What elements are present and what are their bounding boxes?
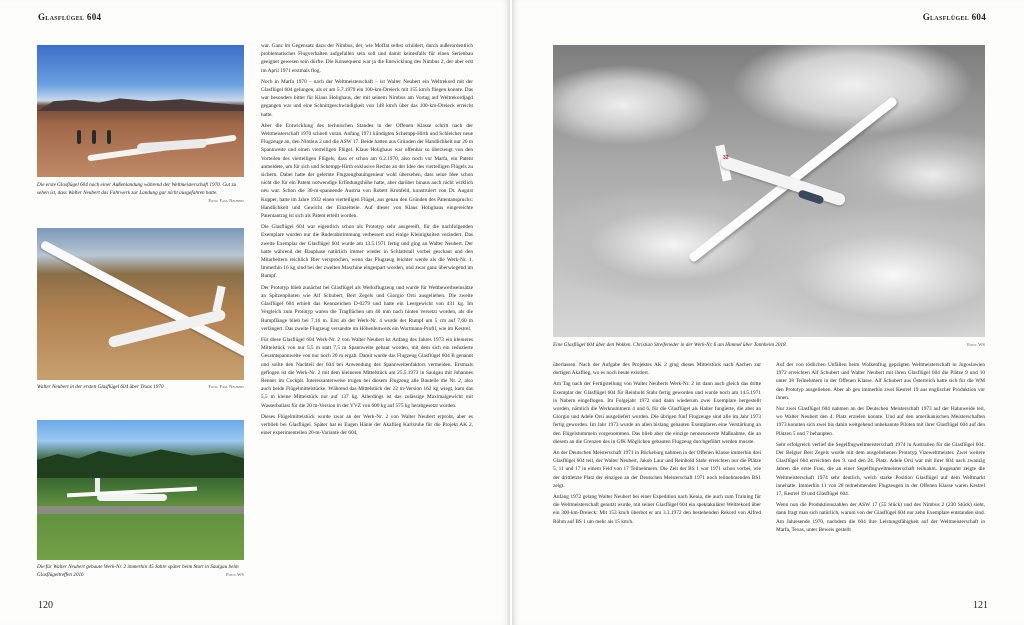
paragraph: Auf der von tödlichen Unfällen beim Wolkenflug geprägten Weltmeisterschaft in Jugoslawien 1972 erreichten Alf Schubert und Walter Neubert mit ihren Glasflügel 604 die Plätze 9 und 10 unter 38 Teilnehmern in der Offenen Klasse. Alf Schubert aus Österreich hatte sich für die WM den Prototyp ausgeliehen. Aber ab gen immerhin zwei Kestrel 19 aus englischer Produktion vor ihnen. <box>776 362 985 401</box>
paragraph: Aber die Entwicklung des technischen Standes in der Offenen Klasse schritt nach der Weltmeisterschaft 1970 schnell voran. Anfang 1971 kündigten Schempp-Hirth und Schleicher neue Flugzeuge an, den Nimbus 2 und die ASW 17. Beide hatten aus Gründen der Handlichkeit nur 20 m Spannweite und einen viertelligen Flügel. Klaus Holighaus war offenbar so überzeugt von den Vorteilen des viertelligen Flügels, dass er schon am 6.2.1970, also noch vor Marfa, ein Patent anmeldete, um für sich und Schempp-Hirth exklusive Rechte an der Idee des viertelligen Flügels zu sichern. Dabei hatte der gelernte Flugzeugbauingenieur wohl übersehen, dass seine Idee schon nicht die für ein Patent notwendige Erfindungshöhe hatte, aber darüber hinaus auch nicht wirklich neu war. Schon die 30-m-spannende Austria von Robert Kronfeld, konstruiert von Dr. August Kupper, hatte im Jahre 1932 einen vierteiligen Flügel, aus genau den Gründen des Patentanspruchs: Handlichkeit und Gewicht der Einzelteile. Auf dieser von Klaus Holighaus eingereichte Patentantrag ist sich als Patent erteilt worden. <box>261 122 473 220</box>
left-page <box>0 0 510 625</box>
paragraph: Sehr erfolgreich verlief die Segelflugweltmeisterschaft 1974 in Australien für die Glasflügel 604. Der Belgier Bert Zegels wurde mit dem ausgeliehenen Prototyp Vizeweltmeister. Zwei weitere Glasflügel 604 erreichten den 9. und den 24. Platz. Adele Orsi war mit ihrer 604 nach zwanzig Jahren die erste Frau, die an einer Segelflugweltmeisterschaft teilnahm. Insgesamt zeigte die Weltmeisterschaft 1974 sehr deutlich, welch starke Position Glasflügel auf dem Weltmarkt innehatte. Immerhin 11 von 28 teilnehmenden Flugzeugen in der Offenen Klasse waren Kestrel 17, Kestrel 19 und Glasflügel 604. <box>776 441 985 498</box>
photo-glider-above-clouds <box>553 45 985 337</box>
photo-glider-over-texas <box>37 228 244 380</box>
caption-2: Walter Neubert in der ersten Glasflügel 604 über Texas 1970 Foto: Fam. Neubert <box>37 384 244 390</box>
paragraph: Für diese Glasflügel 604 Werk-Nr. 2 von Walter Neubert ist Anfang des Jahres 1973 ein kleineres Mittelstück von nur 5,5 m statt 7,5 m Spannweite gebaut worden, mit dem sich ein reduzierte Gesamtspannweite von nur noch 20 m ergab. Damit wurde das Flugzeug Glasflügel 604 B genannt und sollte den Nachteil der 604 bei Anwendung des Spannweitenfaktors vermeiden. Erstmals geflogen ist die Werk-Nr. 2 mit dem kleineren Mittelstück am 25.5.1973 in Saulgau mit Johannes Renner im Cockpit. Interessanterweise trugen bei diesem Flugzeug alle Bauteile die Nr. 2, also auch beide Flügelmittelstücke. Während das Mittelstück der 22 m-Version 162 kg wiegt, kam das 5,5 m kleine Mittelstück nur auf 137 kg. Allerdings ist das zulässige Maximalgewicht mit Wasserballast für die 20 m-Version in der VVZ von 600 kg auf 575 kg herabgesetzt worden. <box>261 336 473 409</box>
paragraph: Dieses Flügelmittelstück wurde zwar an der Werk-Nr. 2 von Walter Neubert erprobt, aber es verblieb bei Glasflügel. Später hat es Eugen Hänle der Akaflieg Karlsruhe für die Projekt AK 2, einer experimentellen 20-m-Variante der 604, <box>261 413 473 437</box>
text-column-1 <box>261 42 473 440</box>
caption-3-credit: Foto: WS <box>226 572 244 577</box>
paragraph: Anfang 1972 gelang Walter Neubert bei einer Expedition nach Kenia, die auch zum Training für die Weltmeisterschaft genutzt wurde, mit seiner Glasflügel 604 ein spektakulärer Weltrekord über ein 300-km-Dreieck: Mit 153 km/h überbot er am 3.3.1972 den bestehenden Rekord von Alfred Röhm auf BS 1 um mehr als 15 km/h. <box>553 494 761 525</box>
paragraph: An der Deutschen Meisterschaft 1971 in Bückeburg nahmen in der Offenen Klasse immerhin drei Glasflügel 604 teil, der Walter Neubert, Jakob Laur und Reinhold Stahr erreichten nur die Plätze 5, 11 und 17 in einem Feld von 17 Teilnehmern. Die Zeit der BS 1 war 1971 schon vorbei, wie der drittletzte Platz der einzigen an der Deutschen Meisterschaft 1971 noch teilnehmenden BS1 zeigt. <box>553 450 761 489</box>
caption-1-credit: Foto: Fam. Neubert <box>208 198 244 203</box>
paragraph: Noch in Marfa 1970 – nach der Weltmeisterschaft – ist Walter Neubert ein Weltrekord mit der Glasflügel 604 gelungen, als er am 5.7.1970 ein 100-km-Dreieck mit 155 km/h fliegen konnte. Das war besonders bitter für Klaus Holighaus, der mit seinem Nimbus am Vortag auf Weltrekordjagd gegangen war und eine Schnittgeschwindigkeit von 148 km/h über das 100-km-Dreieck erreicht hatte. <box>261 78 473 118</box>
caption-2-credit: Foto: Fam. Neubert <box>208 384 244 389</box>
running-head-left: Glasflügel 604 <box>38 12 102 22</box>
page-number-left: 120 <box>38 600 53 611</box>
caption-3: Die für Walter Neubert gebaute Werk-Nr. 2 immerhin 45 Jahre später beim Start in Saulgau beim Glasflügeltreffen 2016 Foto: WS <box>37 564 244 578</box>
running-head-right: Glasflügel 604 <box>922 12 986 22</box>
photo-glider-saulgau <box>37 420 244 560</box>
caption-4: Eine Glasflügel 604 über den Wolken. Christian Streifeneder in der Werk-Nr. 6 am Himmel über Tannheim 2018. Foto: WS <box>553 342 985 348</box>
paragraph: war. Ganz im Gegensatz dazu der Nimbus, der, wie Moffat selbst schildert, durch außerordentlich problematisches Flugverhalten aufgefallen sein soll und damit keinesfalls für einen Serienbau geeignet gewesen sein dürfte. Die Konsequenz war ja die Entwicklung des Nimbus 2, der aber erst im April 1971 erstmals flog. <box>261 43 473 74</box>
caption-4-credit: Foto: WS <box>967 342 985 347</box>
text-column-3 <box>776 361 985 537</box>
photo-desert-landing <box>37 45 244 177</box>
text-column-2 <box>553 361 761 529</box>
paragraph: Nur zwei Glasflügel 604 nahmen an der Deutschen Meisterschaft 1973 auf der Hahnweide teil, wo Walter Neubert den 4. Platz erzielen konnte. Und auf den amerikanischen Meisterschaften 1973 konnten sich zwei bis dahin weitgehend unbekannte Piloten mit ihrer Glasflügel 604 auf den Plätzen 5 und 7 behaupten. <box>776 406 985 437</box>
paragraph: überlassen. Nach der Aufgabe des Projektes AK 2 ging dieses Mittelstück nach Aachen zur dortigen Akaflieg, wo es noch heute existiert. <box>553 362 761 377</box>
paragraph: Die Glasflügel 604 war eigentlich schon als Prototyp sehr ausgereift, für die nachfolgenden Exemplare wurden nur die Ruderabstimmung verbessert und einige Kleinigkeiten verändert. Das zweite Exemplar der Glasflügel 604 wurde am 13.5.1971 fertig und ging an Walter Neubert. Der hatte während der Bauphase natürlich immer wieder in Schlattstall vorbei geschaut und den Mitarbeitern reichlich Bier versprochen, wenn das Flugzeug leichter werde als die Werk-Nr. 1. Immerhin 16 kg sind bei der zweiten Maschine eingespart worden, und zwar ganz überwiegend im Rumpf. <box>261 224 473 280</box>
paragraph: Der Prototyp blieb zunächst bei Glasflügel als Werksflugzeug und wurde für Wettbewerbseinsätze an Spitzenpiloten wie Alf Schubert, Bert Zegels und Giorgio Orsi ausgeliehen. Die zweite Glasflügel 604 erhielt das Kennzeichen D-0279 und hatte ein Leergewicht von 431 kg. Im Vergleich zum Prototyp waren die Tragflächen um 40 mm nach hinten versetzt worden, als die Rumpflänge blieb bei 7,16 m. Erst ab der Werk-Nr. 4 wurde der Rumpf um 5 cm auf 7,60 m verlängert. Das zweite Flugzeug versandte im Höhenleitwerk ein Wortmann-Profil, wie im Kestrel. <box>261 284 473 332</box>
paragraph: Wenn nun die Produktionszahlen der ASW 17 (55 Stück) und des Nimbus 2 (230 Stück) sieht, dann fragt man sich natürlich, warum von der Glasflügel 604 nur zehn Exemplare entstanden sind. Am Jahresende 1970, nachdem die 604 ihre Leistungsfähigkeit auf der Weltmeisterschaft in Marfa, Texas, unter Beweis gestellt <box>776 502 985 533</box>
page-number-right: 121 <box>973 600 988 611</box>
tail-marking: 32 <box>723 155 729 161</box>
paragraph: Am Tag nach der Fertigstellung von Walter Neuberts Werk-Nr. 2 ist dann auch gleich das dritte Exemplar der Glasflügel 604 für Reinhold Stahr fertig geworden und wurde noch am 14.5.1971 in Nabern eingeflogen. Im Folgejahr 1972 sind dann wiederum zwei Exemplare hergestellt worden, nämlich die Werknummern 4 und 6, für die Glasflügel als Halter fungierte, die aber an Giorgio und Adele Orsi ausgeliefert wurden. Die übrigen fünf Flugzeuge sind alle im Jahr 1973 fertig geworden. Im Jahr 1973 wurde an allen bislang gebauten Exemplaren eine Verstärkung an den Flügelstummeln vorgenommen. Das blieb aber die einzige nennenswerte Maßnahme, die an diesem an die Grenzen des in GfK Möglichen gebauten Flugzeug durchgeführt werden musste. <box>553 381 761 445</box>
caption-1: Die erste Glasflügel 604 nach einer Außenlandung während der Weltmeisterschaft 1970. Gut zu sehen ist, dass Walter Neubert das Fahrwerk zur Landung gar nicht ausgefahren hatte. Foto: Fam. Neubert <box>37 182 244 203</box>
